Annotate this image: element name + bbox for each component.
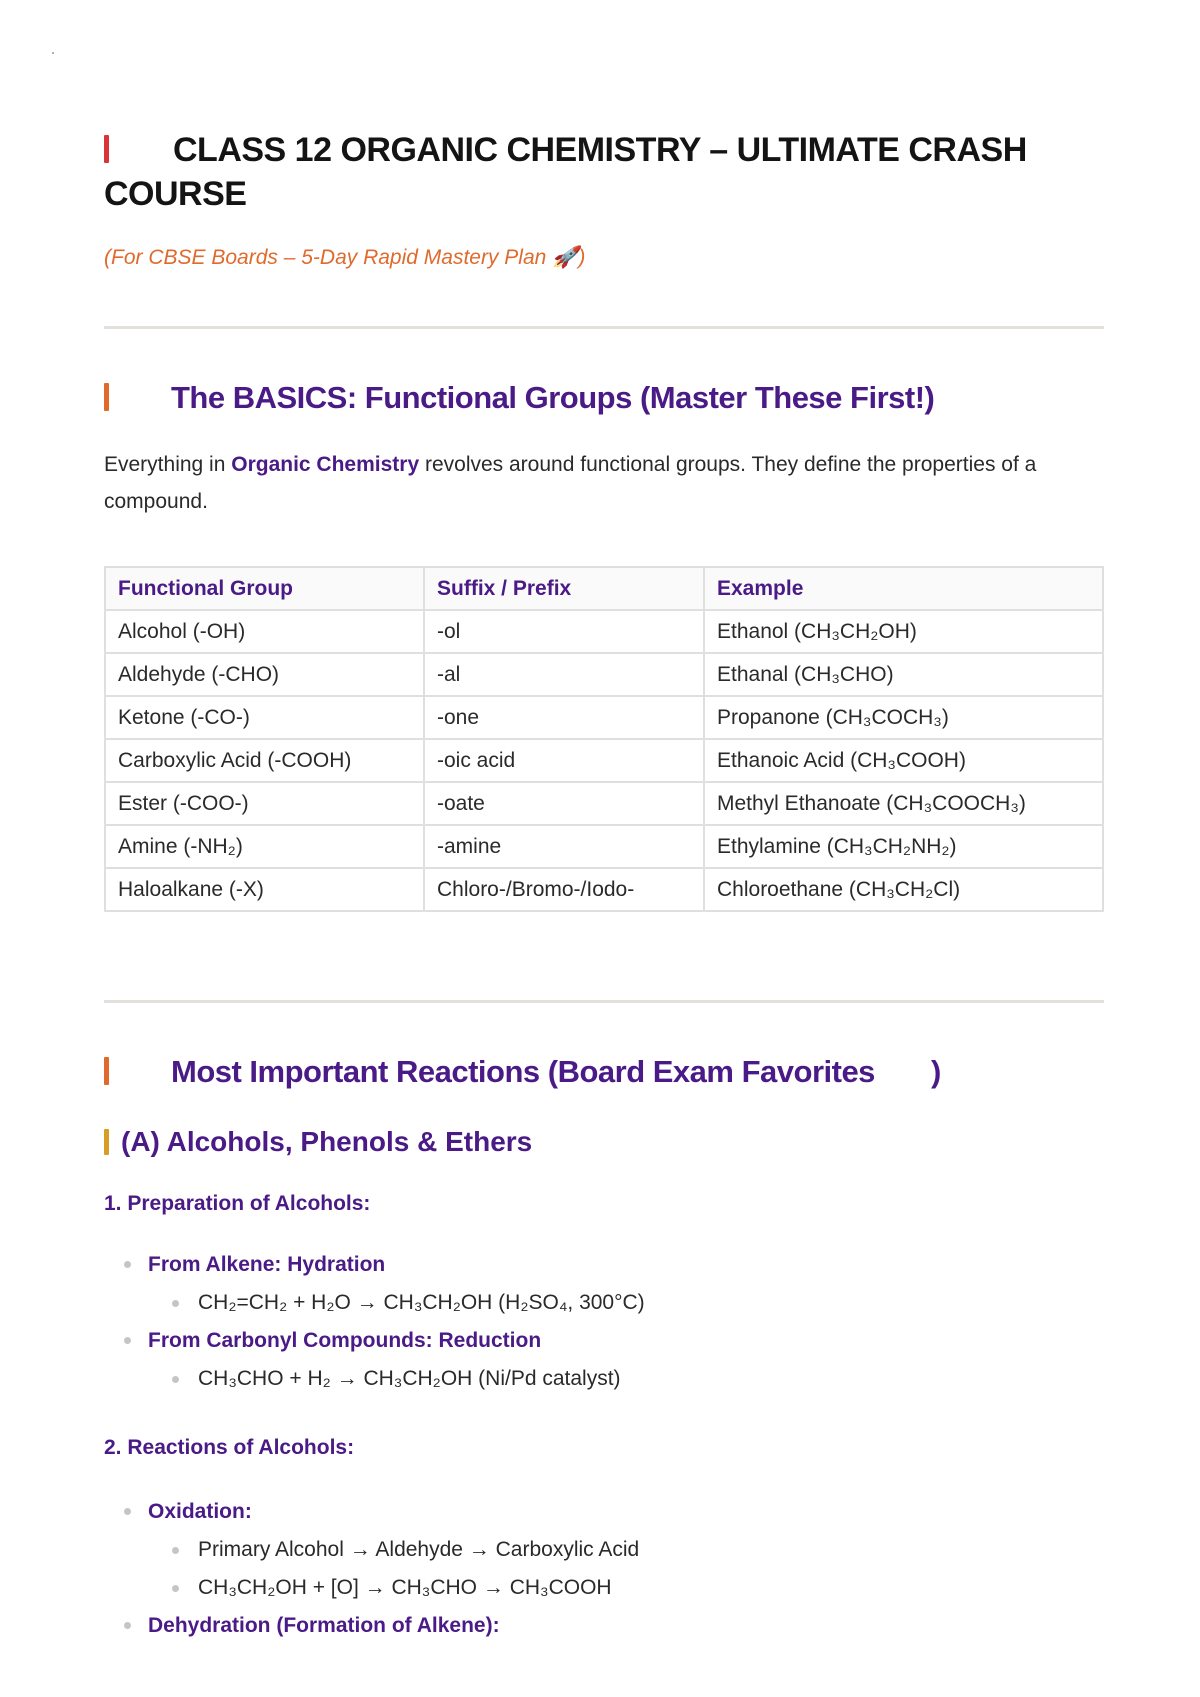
section-heading-reactions: Most Important Reactions (Board Exam Favorites ) <box>104 1054 941 1090</box>
table-row <box>105 653 1103 696</box>
prep-heading: 1. Preparation of Alcohols: <box>104 1192 371 1215</box>
divider <box>104 326 1104 329</box>
title-accent-bar <box>104 135 109 163</box>
table-cell: -oate <box>424 782 704 825</box>
table-cell: -oic acid <box>424 739 704 782</box>
heading-accent-bar <box>104 1057 109 1085</box>
page-subtitle: (For CBSE Boards – 5-Day Rapid Mastery Plan 🚀) <box>104 246 586 269</box>
table-cell: Ethylamine (CH₃CH₂NH₂) <box>704 825 1103 868</box>
sub-list-container <box>104 1288 1064 1326</box>
table-cell: Aldehyde (-CHO) <box>105 653 424 696</box>
page-dot <box>52 52 54 54</box>
sub-list-container <box>104 1535 1064 1611</box>
table-header: Functional Group <box>105 567 424 610</box>
prep-list <box>104 1250 1064 1402</box>
reactions-heading: 2. Reactions of Alcohols: <box>104 1436 355 1459</box>
intro-paragraph: Everything in Organic Chemistry revolves around functional groups. They define the properties of a compound. <box>104 453 1037 513</box>
table-cell: Methyl Ethanoate (CH₃COOCH₃) <box>704 782 1103 825</box>
table-cell: -ol <box>424 610 704 653</box>
table-header: Example <box>704 567 1103 610</box>
table-cell: Ethanal (CH₃CHO) <box>704 653 1103 696</box>
table-header: Suffix / Prefix <box>424 567 704 610</box>
table-header-row <box>105 567 1103 610</box>
functional-groups-table <box>104 566 1104 912</box>
table-cell: Chloro-/Bromo-/Iodo- <box>424 868 704 911</box>
table-row <box>105 696 1103 739</box>
table-cell: Ester (-COO-) <box>105 782 424 825</box>
sub-list <box>104 1364 1064 1402</box>
divider <box>104 1000 1104 1003</box>
table-cell: Carboxylic Acid (-COOH) <box>105 739 424 782</box>
table-cell: Chloroethane (CH₃CH₂Cl) <box>704 868 1103 911</box>
table-cell: Ketone (-CO-) <box>105 696 424 739</box>
sub-list-container <box>104 1364 1064 1402</box>
list-item: Dehydration (Formation of Alkene): <box>104 1611 1064 1649</box>
subsection-heading-alcohols: (A) Alcohols, Phenols & Ethers <box>104 1126 532 1158</box>
sub-list <box>104 1288 1064 1326</box>
section-heading-basics: The BASICS: Functional Groups (Master These First!) <box>104 380 934 416</box>
list-item: Oxidation: <box>104 1497 1064 1535</box>
heading-accent-bar <box>104 383 109 411</box>
table-cell: -al <box>424 653 704 696</box>
heading-accent-bar <box>104 1129 109 1155</box>
list-item: From Alkene: Hydration <box>104 1250 1064 1288</box>
table-row <box>105 739 1103 782</box>
table-cell: Ethanol (CH₃CH₂OH) <box>704 610 1103 653</box>
table-cell: -one <box>424 696 704 739</box>
table-cell: Haloalkane (-X) <box>105 868 424 911</box>
highlight-term: Organic Chemistry <box>231 453 420 476</box>
sub-list <box>104 1535 1064 1611</box>
table-cell: Ethanoic Acid (CH₃COOH) <box>704 739 1103 782</box>
list-item: CH₃CHO + H₂ → CH₃CH₂OH (Ni/Pd catalyst) <box>104 1364 1064 1402</box>
table-cell: Amine (-NH₂) <box>105 825 424 868</box>
table-row <box>105 782 1103 825</box>
table-cell: Alcohol (-OH) <box>105 610 424 653</box>
list-item: CH₃CH₂OH + [O] → CH₃CHO → CH₃COOH <box>104 1573 1064 1611</box>
table-cell: -amine <box>424 825 704 868</box>
table-row <box>105 868 1103 911</box>
list-item: From Carbonyl Compounds: Reduction <box>104 1326 1064 1364</box>
table-row <box>105 610 1103 653</box>
table-row <box>105 825 1103 868</box>
reactions-list <box>104 1497 1064 1649</box>
page-title: CLASS 12 ORGANIC CHEMISTRY – ULTIMATE CRASH COURSE <box>104 131 1027 213</box>
table-cell: Propanone (CH₃COCH₃) <box>704 696 1103 739</box>
list-item: CH₂=CH₂ + H₂O → CH₃CH₂OH (H₂SO₄, 300°C) <box>104 1288 1064 1326</box>
list-item: Primary Alcohol → Aldehyde → Carboxylic Acid <box>104 1535 1064 1573</box>
